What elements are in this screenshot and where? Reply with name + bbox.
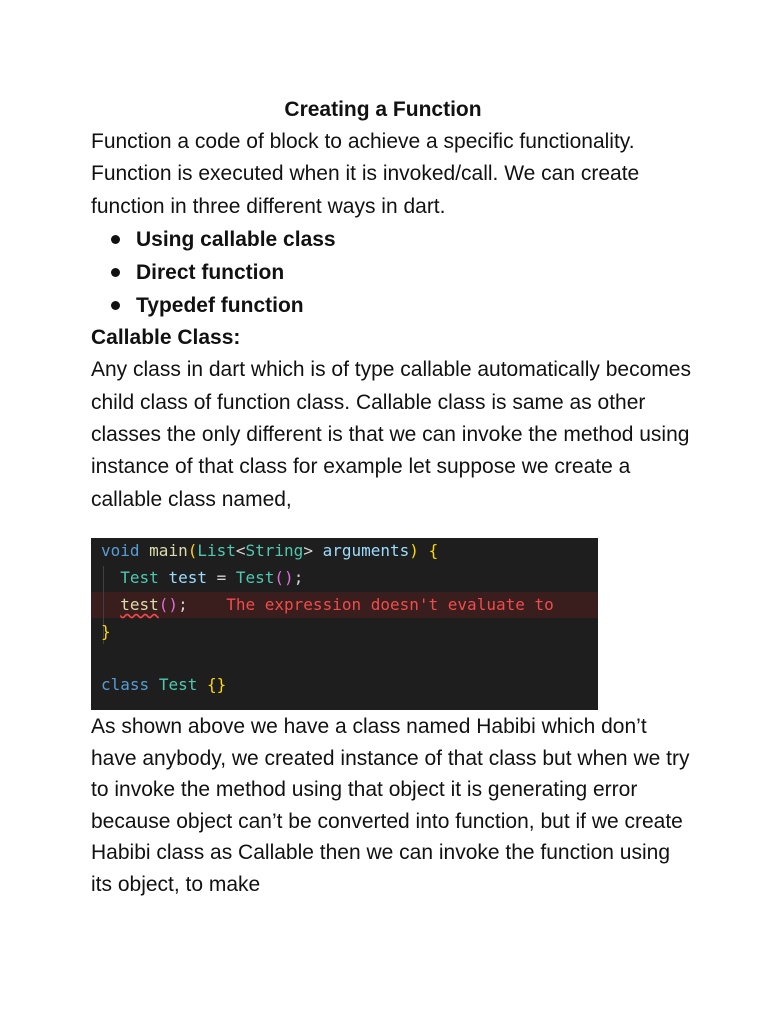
intro-paragraph: Function a code of block to achieve a specific functionality. Function is executed when it is invoked/call. We can create function in three different ways in dart. [91, 130, 640, 218]
code-token: String [245, 541, 304, 560]
list-item [109, 289, 691, 322]
code-token: test [120, 595, 159, 614]
bullet-icon [111, 235, 120, 244]
code-line-4 [101, 619, 111, 645]
code-token: Test [158, 675, 198, 694]
list-item-label: Using callable class [136, 228, 336, 252]
code-token: () [158, 595, 179, 614]
code-token: { [428, 541, 439, 560]
code-token: arguments [322, 541, 410, 560]
code-token: () [274, 568, 294, 587]
document-page [91, 94, 691, 516]
code-line-3 [101, 592, 554, 618]
bullet-icon [111, 268, 120, 277]
callable-paragraph: Any class in dart which is of type callable automatically becomes child class of function class. Callable class is same as other classes the only different is that we can invoke the method using instance of that class for example let suppose we create a callable class named, [91, 358, 691, 511]
code-line-2 [101, 565, 303, 591]
code-token: Test [120, 568, 159, 587]
code-token: test [168, 568, 207, 587]
code-token: List [197, 541, 236, 560]
code-token: ( [187, 541, 198, 560]
code-token: > [303, 541, 313, 560]
code-token: = [216, 568, 227, 587]
code-token: ; [293, 568, 304, 587]
function-types-list [91, 223, 691, 322]
list-item [109, 223, 691, 256]
code-token: Test [235, 568, 275, 587]
bullet-icon [111, 301, 120, 310]
code-token: } [101, 622, 111, 641]
section-heading: Callable Class: [91, 326, 241, 350]
code-token: void [101, 541, 140, 560]
explanation-paragraph: As shown above we have a class named Habibi which don’t have anybody, we created instance of that class but when we try to invoke the method using that object it is generating error because object can’t be converted into function, but if we create Habibi class as Callable then we can invoke the function using its object, to make [91, 715, 690, 896]
error-message: The expression doesn't evaluate to [226, 595, 554, 614]
code-line-1 [101, 538, 438, 564]
list-item-label: Direct function [136, 261, 285, 285]
code-token: < [235, 541, 246, 560]
code-token: class [101, 675, 150, 694]
code-line-6 [101, 672, 226, 698]
code-token: {} [206, 675, 227, 694]
code-screenshot [91, 538, 598, 710]
code-token: ; [178, 595, 188, 614]
list-item [109, 256, 691, 289]
code-token: ) [409, 541, 419, 560]
page-title: Creating a Function [284, 98, 482, 121]
list-item-label: Typedef function [136, 294, 304, 318]
code-token: main [149, 541, 188, 560]
